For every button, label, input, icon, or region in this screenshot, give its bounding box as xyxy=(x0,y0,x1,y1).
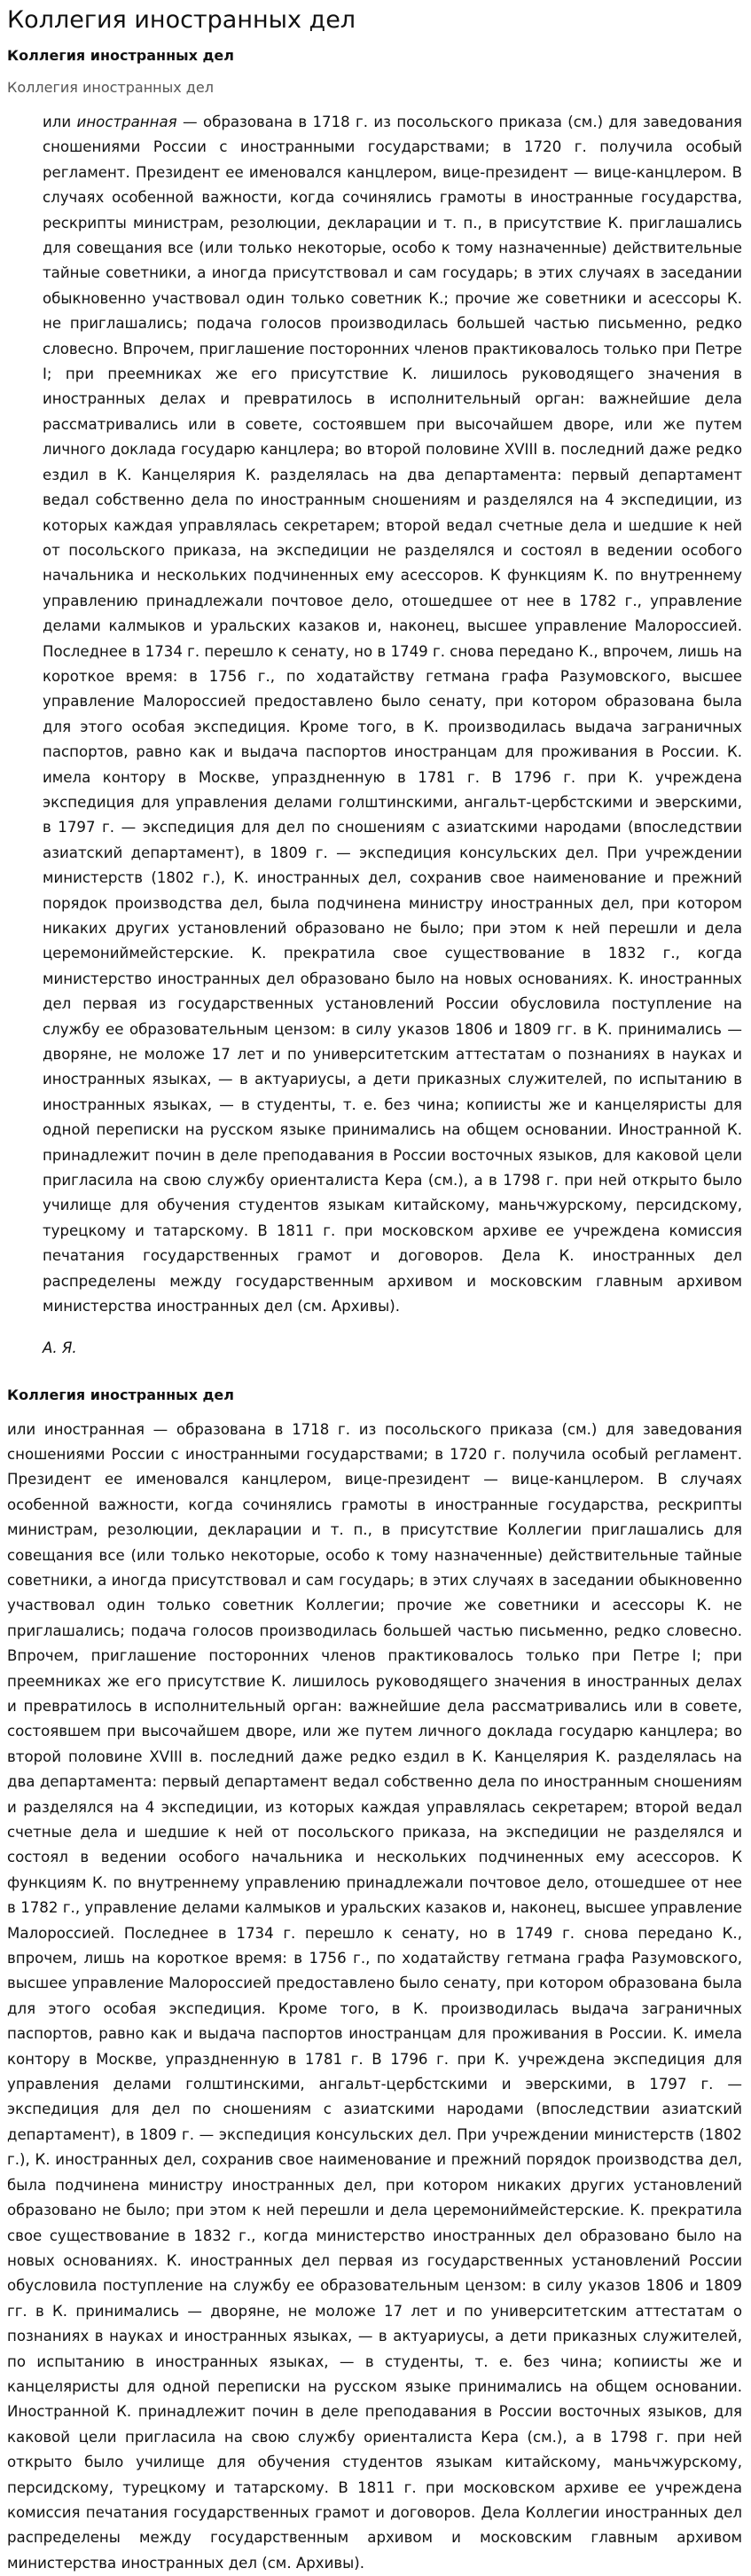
article-subtitle: Коллегия иностранных дел xyxy=(7,46,744,66)
article-paragraph: или иностранная — образована в 1718 г. из посольского приказа (см.) для заведования сношениями России с иностранными государствами; в 1720 г. получила особый регламент. Президент ее именовался канцлером, вице-президент — вице-канцлером. В случаях особенной важности, когда сочинялись грамоты в иностранные государства, рескрипты министрам, резолюции, декларации и т. п., в присутствие Коллегии приглашались для совещания все (или только некоторые, особо к тому назначенные) действительные тайные советники, а иногда присутствовал и сам государь; в этих случаях в заседании обыкновенно участвовал один только советник Коллегии; прочие же советники и асессоры К. не приглашались; подача голосов производилась большей частью письменно, редко словесно. Впрочем, приглашение посторонних членов практиковалось только при Петре I; при преемниках же его присутствие К. лишилось руководящего значения в иностранных делах и превратилось в исполнительный орган: важнейшие дела рассматривались или в совете, состоявшем при высочайшем дворе, или же путем личного доклада государю канцлера; во второй половине XVIII в. последний даже редко ездил в К. Канцелярия К. разделялась на два департамента: первый департамент ведал собственно дела по иностранным сношениям и разделялся на 4 экспедиции, из которых каждая управлялась секретарем; второй ведал счетные дела и шедшие к ней от посольского приказа, на экспедиции не разделялся и состоял в ведении особого начальника и нескольких подчиненных ему асессоров. К функциям К. по внутреннему управлению принадлежали почтовое дело, отошедшее от нее в 1782 г., управление делами калмыков и уральских казаков и, наконец, высшее управление Малороссией. Последнее в 1734 г. перешло к сенату, но в 1749 г. снова передано К., впрочем, лишь на короткое время: в 1756 г., по ходатайству гетмана графа Разумовского, высшее управление Малороссией предоставлено было сенату, при котором образована была для этого особая экспедиция. Кроме того, в К. производилась выдача заграничных паспортов, равно как и выдача паспортов иностранцам для проживания в России. К. имела контору в Москве, упраздненную в 1781 г. В 1796 г. при К. учреждена экспедиция для управления делами голштинскими, ангальт-цербстскими и эверскими, в 1797 г. — экспедиция для дел по сношениям с азиатскими народами (впоследствии азиатский департамент), в 1809 г. — экспедиция консульских дел. При учреждении министерств (1802 г.), К. иностранных дел, сохранив свое наименование и прежний порядок производства дел, была подчинена министру иностранных дел, при котором никаких других установлений образовано не было; при этом к ней перешли и дела церемониймейстерские. К. прекратила свое существование в 1832 г., когда министерство иностранных дел образовано было на новых основаниях. К. иностранных дел первая из государственных установлений России обусловила поступление на службу ее образовательным цензом: в силу указов 1806 и 1809 гг. в К. принимались — дворяне, не моложе 17 лет и по университетским аттестатам о познаниях в науках и иностранных языках, — в актуариусы, а дети приказных служителей, по испытанию в иностранных языках, — в студенты, т. е. без чина; копиисты же и канцеляристы для одной переписки на русском языке принимались на общем основании. Иностранной К. принадлежит почин в деле преподавания в России восточных языков, для каковой цели пригласила на свою службу ориенталиста Кера (см.), а в 1798 г. при ней открыто было училище для обучения студентов языкам китайскому, маньчжурскому, персидскому, турецкому и татарскому. В 1811 г. при московском архиве ее учреждена комиссия печатания государственных грамот и договоров. Дела Коллегии иностранных дел распределены между государственным архивом и московским главным архивом министерства иностранных дел (см. Архивы). xyxy=(7,1418,742,2576)
page-title: Коллегия иностранных дел xyxy=(7,4,744,37)
lead-prefix: или xyxy=(43,114,77,130)
article-body-secondary xyxy=(7,1418,744,2576)
section-title: Коллегия иностранных дел xyxy=(7,1386,744,1405)
article-text: — образована в 1718 г. из посольского приказа (см.) для заведования сношениями России с иностранными государствами; в 1720 г. получила особый регламент. Президент ее именовался канцлером, вице-президент — вице-канцлером. В случаях особенной важности, когда сочинялись грамоты в иностранные государства, рескрипты министрам, резолюции, декларации и т. п., в присутствие К. приглашались для совещания все (или только некоторые, особо к тому назначенные) действительные тайные советники, а иногда присутствовал и сам государь; в этих случаях в заседании обыкновенно участвовал один только советник К.; прочие же советники и асессоры К. не приглашались; подача голосов производилась большей частью письменно, редко словесно. Впрочем, приглашение посторонних членов практиковалось только при Петре I; при преемниках же его присутствие К. лишилось руководящего значения в иностранных делах и превратилось в исполнительный орган: важнейшие дела рассматривались или в совете, состоявшем при высочайшем дворе, или же путем личного доклада государю канцлера; во второй половине XVIII в. последний даже редко ездил в К. Канцелярия К. разделялась на два департамента: первый департамент ведал собственно дела по иностранным сношениям и разделялся на 4 экспедиции, из которых каждая управлялась секретарем; второй ведал счетные дела и шедшие к ней от посольского приказа, на экспедиции не разделялся и состоял в ведении особого начальника и нескольких подчиненных ему асессоров. К функциям К. по внутреннему управлению принадлежали почтовое дело, отошедшее от нее в 1782 г., управление делами калмыков и уральских казаков и, наконец, высшее управление Малороссией. Последнее в 1734 г. перешло к сенату, но в 1749 г. снова передано К., впрочем, лишь на короткое время: в 1756 г., по ходатайству гетмана графа Разумовского, высшее управление Малороссией предоставлено было сенату, при котором образована была для этого особая экспедиция. Кроме того, в К. производилась выдача заграничных паспортов, равно как и выдача паспортов иностранцам для проживания в России. К. имела контору в Москве, упраздненную в 1781 г. В 1796 г. при К. учреждена экспедиция для управления делами голштинскими, ангальт-цербстскими и эверскими, в 1797 г. — экспедиция для дел по сношениям с азиатскими народами (впоследствии азиатский департамент), в 1809 г. — экспедиция консульских дел. При учреждении министерств (1802 г.), К. иностранных дел, сохранив свое наименование и прежний порядок производства дел, была подчинена министру иностранных дел, при котором никаких других установлений образовано не было; при этом к ней перешли и дела церемониймейстерские. К. прекратила свое существование в 1832 г., когда министерство иностранных дел образовано было на новых основаниях. К. иностранных дел первая из государственных установлений России обусловила поступление на службу ее образовательным цензом: в силу указов 1806 и 1809 гг. в К. принимались — дворяне, не моложе 17 лет и по университетским аттестатам о познаниях в науках и иностранных языках, — в актуариусы, а дети приказных служителей, по испытанию в иностранных языках, — в студенты, т. е. без чина; копиисты же и канцеляристы для одной переписки на русском языке принимались на общем основании. Иностранной К. принадлежит почин в деле преподавания в России восточных языков, для каковой цели пригласила на свою службу ориенталиста Кера (см.), а в 1798 г. при ней открыто было училище для обучения студентов языкам китайскому, маньчжурскому, персидскому, турецкому и татарскому. В 1811 г. при московском архиве ее учреждена комиссия печатания государственных грамот и договоров. Дела К. иностранных дел распределены между государственным архивом и московским главным архивом министерства иностранных дел (см. Архивы). xyxy=(43,114,742,1315)
article-paragraph xyxy=(43,110,742,1320)
author-signature: А. Я. xyxy=(43,1336,744,1361)
article-body-primary xyxy=(7,110,744,1320)
lead-word: иностранная xyxy=(77,114,177,130)
source-label: Коллегия иностранных дел xyxy=(7,78,744,98)
